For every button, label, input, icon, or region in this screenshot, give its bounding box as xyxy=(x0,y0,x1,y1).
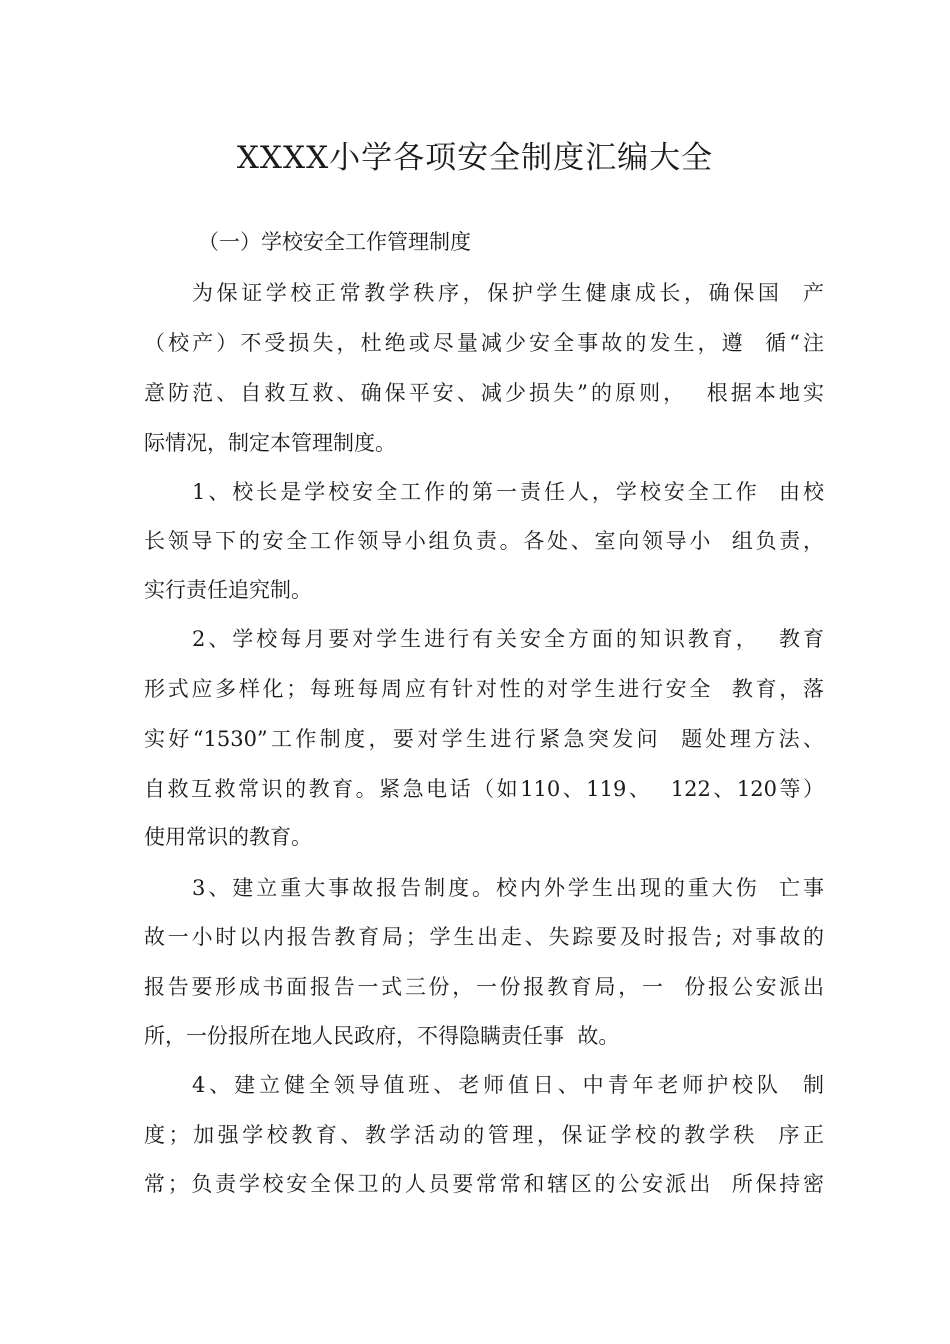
section-heading: （一）学校安全工作管理制度 xyxy=(198,230,471,254)
paragraph-line: 意防范、自救互救、确保平安、减少损失”的原则， 根据本地实 xyxy=(144,381,824,405)
paragraph-line: 实行责任追究制。 xyxy=(144,578,312,602)
paragraph-line: 度；加强学校教育、教学活动的管理，保证学校的教学秩 序正 xyxy=(144,1123,824,1147)
paragraph-line: 常；负责学校安全保卫的人员要常常和辖区的公安派出 所保持密 xyxy=(144,1172,824,1196)
paragraph-line: 际情况，制定本管理制度。 xyxy=(144,431,396,455)
paragraph-line: 故一小时以内报告教育局；学生出走、失踪要及时报告; 对事故的 xyxy=(144,925,824,949)
paragraph-line: 使用常识的教育。 xyxy=(144,825,312,849)
paragraph-line: 2、学校每月要对学生进行有关安全方面的知识教育， 教育 xyxy=(192,627,824,651)
paragraph-line: 为保证学校正常教学秩序，保护学生健康成长，确保国 产 xyxy=(192,281,824,305)
paragraph-line: 自救互救常识的教育。紧急电话（如110、119、 122、120等） xyxy=(144,777,824,801)
paragraph-line: 4、建立健全领导值班、老师值日、中青年老师护校队 制 xyxy=(192,1073,824,1097)
paragraph-line: 长领导下的安全工作领导小组负责。各处、室向领导小 组负责， xyxy=(144,529,824,553)
paragraph-line: 1、校长是学校安全工作的第一责任人，学校安全工作 由校 xyxy=(192,480,824,504)
paragraph-line: 形式应多样化；每班每周应有针对性的对学生进行安全 教育，落 xyxy=(144,677,824,701)
paragraph-line: （校产）不受损失，杜绝或尽量减少安全事故的发生，遵 循“注 xyxy=(144,331,824,355)
paragraph-line: 报告要形成书面报告一式三份，一份报教育局，一 份报公安派出 xyxy=(144,975,824,999)
paragraph-line: 所，一份报所在地人民政府，不得隐瞒责任事 故。 xyxy=(144,1024,620,1048)
paragraph-line: 3、建立重大事故报告制度。校内外学生出现的重大伤 亡事 xyxy=(192,876,824,900)
document-title: XXXX小学各项安全制度汇编大全 xyxy=(236,140,714,176)
paragraph-line: 实好“1530”工作制度，要对学生进行紧急突发问 题处理方法、 xyxy=(144,727,824,751)
